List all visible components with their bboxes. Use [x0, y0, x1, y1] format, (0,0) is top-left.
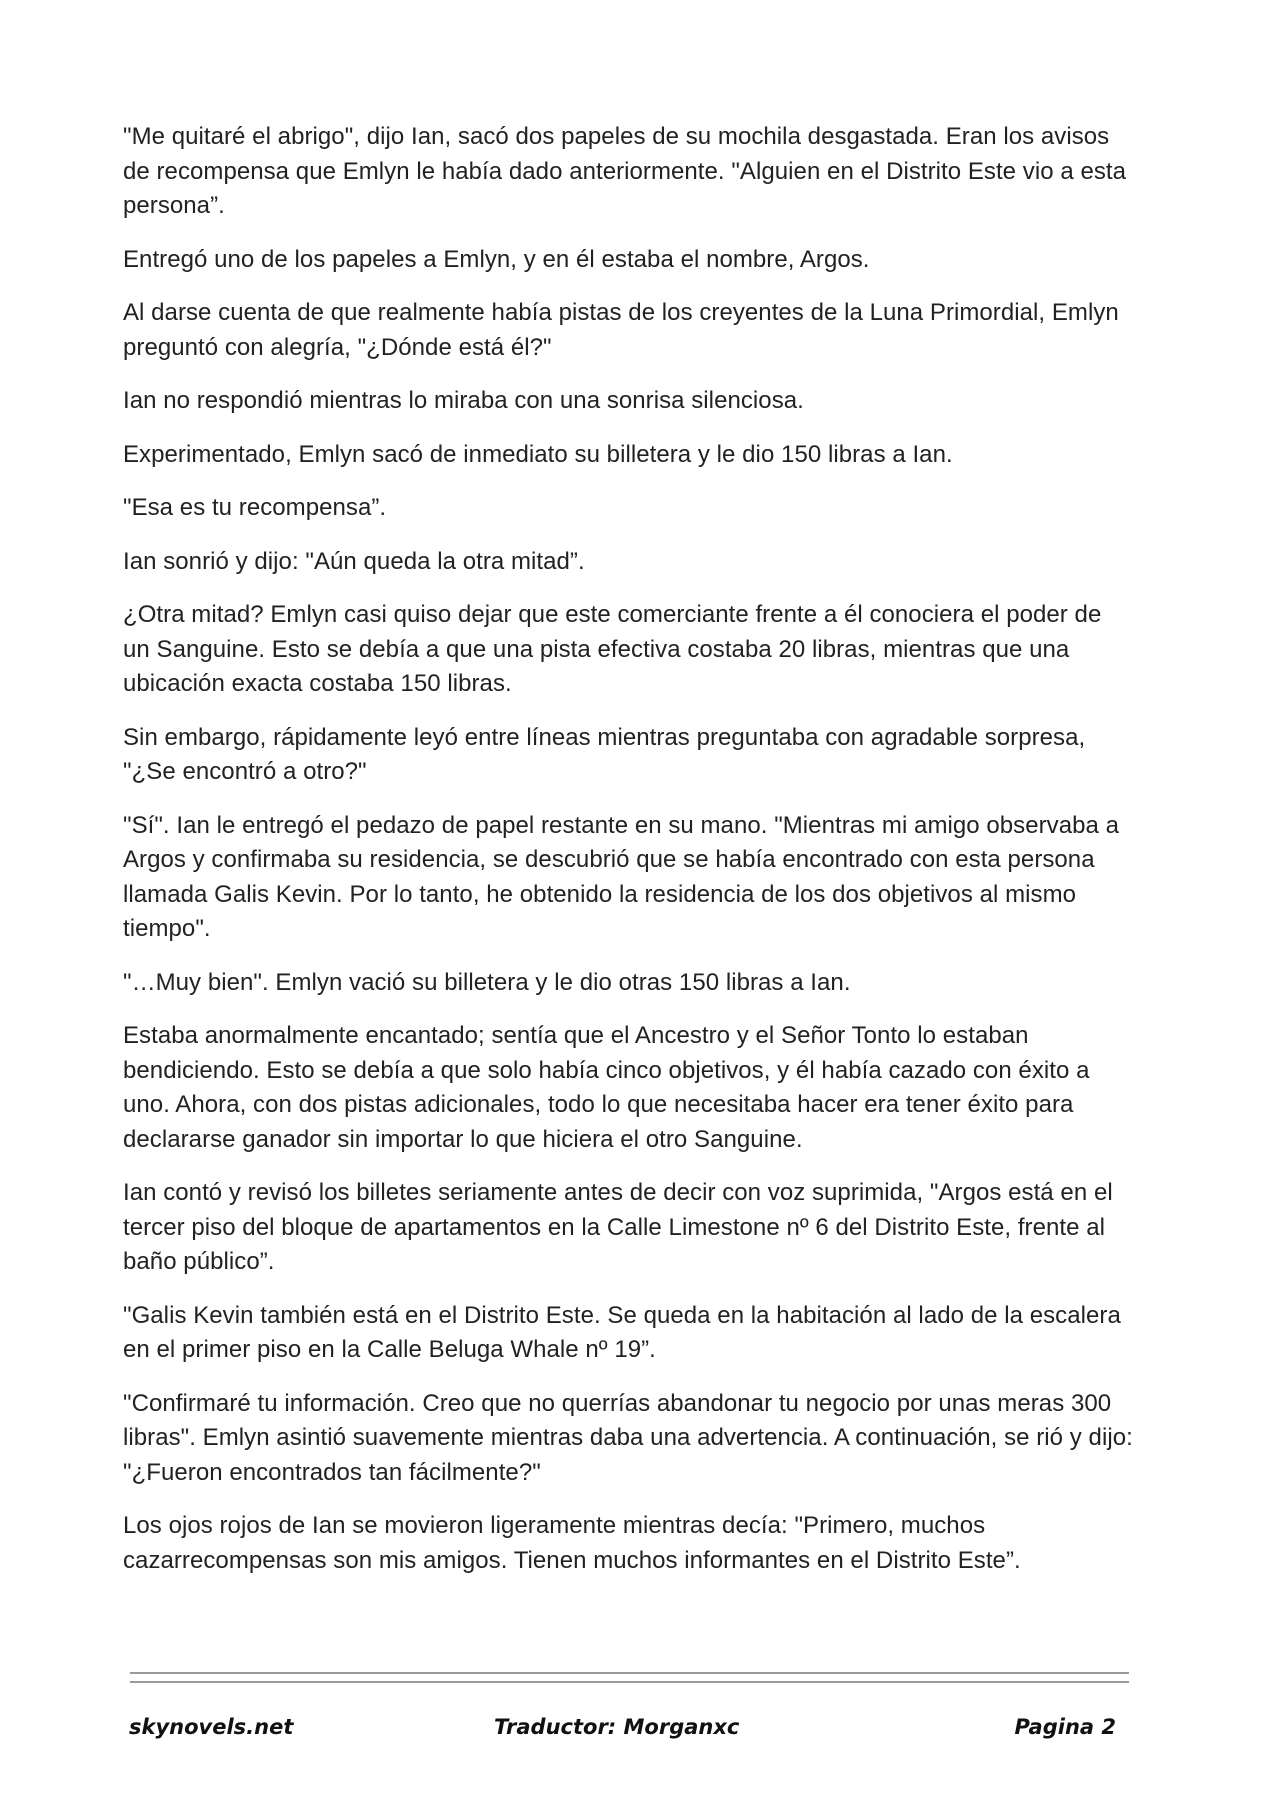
paragraph: "Me quitaré el abrigo", dijo Ian, sacó dos papeles de su mochila desgastada. Eran los avisos de recompensa que Emlyn le había dado anteriormente. "Alguien en el Distrito Este vio a esta persona”. — [123, 123, 1127, 219]
paragraph: Al darse cuenta de que realmente había pistas de los creyentes de la Luna Primordial, Emlyn preguntó con alegría, "¿Dónde está él?" — [123, 299, 1119, 361]
footer-site-name: skynovels.net — [129, 1715, 294, 1739]
body-text — [123, 120, 1133, 1597]
paragraph: Ian sonrió y dijo: "Aún queda la otra mitad”. — [123, 547, 585, 575]
paragraph: ¿Otra mitad? Emlyn casi quiso dejar que este comerciante frente a él conociera el poder de un Sanguine. Esto se debía a que una pista efectiva costaba 20 libras, mientras que una ubicación exacta costaba 150 libras. — [123, 601, 1102, 697]
paragraph: Los ojos rojos de Ian se movieron ligeramente mientras decía: "Primero, muchos cazarrecompensas son mis amigos. Tienen muchos informantes en el Distrito Este”. — [123, 1512, 1021, 1574]
footer-translator: Traductor: Morganxc — [494, 1715, 740, 1739]
paragraph: Experimentado, Emlyn sacó de inmediato su billetera y le dio 150 libras a Ian. — [123, 440, 953, 468]
paragraph: Ian no respondió mientras lo miraba con una sonrisa silenciosa. — [123, 387, 804, 414]
paragraph: "Confirmaré tu información. Creo que no querrías abandonar tu negocio por unas meras 300 libras". Emlyn asintió suavemente mientras daba una advertencia. A continuación, se rió y dijo: "¿Fueron encontrados tan fácilmente?" — [123, 1389, 1133, 1486]
paragraph: Entregó uno de los papeles a Emlyn, y en él estaba el nombre, Argos. — [123, 245, 870, 273]
paragraph: Ian contó y revisó los billetes seriamente antes de decir con voz suprimida, "Argos está en el tercer piso del bloque de apartamentos en la Calle Limestone nº 6 del Distrito Este, frente al baño público”. — [123, 1179, 1113, 1275]
paragraph: Estaba anormalmente encantado; sentía que el Ancestro y el Señor Tonto lo estaban bendiciendo. Esto se debía a que solo había cinco objetivos, y él había cazado con éxito a uno. Ahora, con dos pistas adicionales, todo lo que necesitaba hacer era tener éxito para declararse ganador sin importar lo que hiciera el otro Sanguine. — [123, 1022, 1090, 1153]
footer-divider-line-bottom — [130, 1681, 1129, 1683]
paragraph: Sin embargo, rápidamente leyó entre líneas mientras preguntaba con agradable sorpresa, "¿Se encontró a otro?" — [123, 723, 1086, 785]
footer-divider-line-top — [130, 1672, 1129, 1674]
footer-page-number: Pagina 2 — [1014, 1715, 1116, 1739]
paragraph: "Galis Kevin también está en el Distrito Este. Se queda en la habitación al lado de la escalera en el primer piso en la Calle Beluga Whale nº 19”. — [123, 1301, 1121, 1363]
paragraph: "…Muy bien". Emlyn vació su billetera y le dio otras 150 libras a Ian. — [123, 968, 851, 996]
paragraph: "Esa es tu recompensa”. — [123, 494, 387, 521]
footer-divider — [130, 1672, 1129, 1683]
paragraph: "Sí". Ian le entregó el pedazo de papel restante en su mano. "Mientras mi amigo observaba a Argos y confirmaba su residencia, se descubrió que se había encontrado con esta persona llamada Galis Kevin. Por lo tanto, he obtenido la residencia de los dos objetivos al mismo tiempo". — [123, 811, 1120, 942]
